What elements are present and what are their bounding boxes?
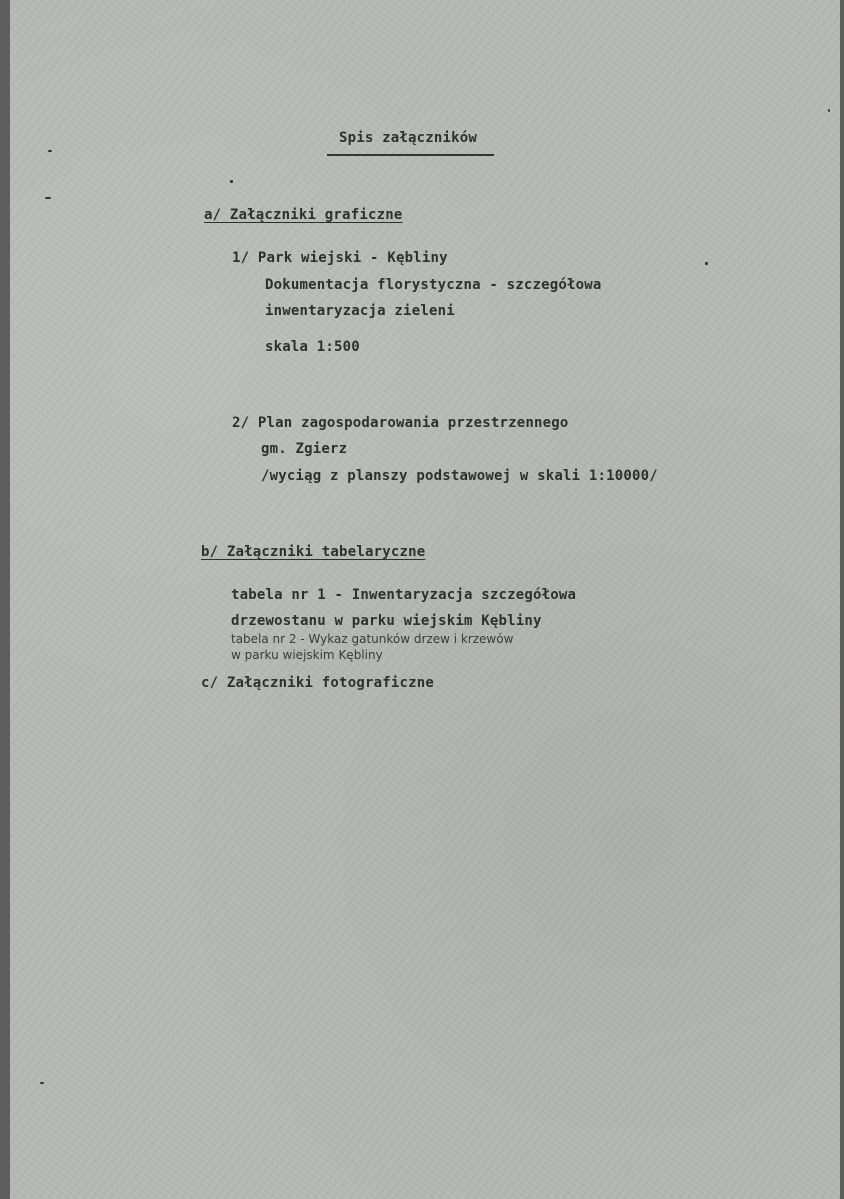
section-c-heading: c/ Załączniki fotograficzne xyxy=(201,675,434,691)
table-1-line-2: drzewostanu w parku wiejskim Kębliny xyxy=(231,613,542,629)
table-2-line-2: w parku wiejskim Kębliny xyxy=(231,648,383,662)
paper-speck xyxy=(828,109,830,112)
table-1-line-1: tabela nr 1 - Inwentaryzacja szczegółowa xyxy=(231,587,577,603)
item-2-municipality: gm. Zgierz xyxy=(261,441,348,457)
item-1-title: 1/ Park wiejski - Kębliny xyxy=(232,250,448,266)
title-underline xyxy=(327,154,494,156)
item-2-title: 2/ Plan zagospodarowania przestrzennego xyxy=(232,415,569,431)
item-1-description-line-2: inwentaryzacja zieleni xyxy=(265,303,455,319)
section-a-heading: a/ Załączniki graficzne xyxy=(204,207,403,223)
paper-speck xyxy=(48,150,52,152)
table-2-line-1: tabela nr 2 - Wykaz gatunków drzew i krzewów xyxy=(231,632,514,646)
document-title: Spis załączników xyxy=(339,130,478,146)
item-2-extract-note: /wyciąg z planszy podstawowej w skali 1:10000/ xyxy=(261,468,658,484)
paper-speck xyxy=(40,1082,44,1084)
paper-speck xyxy=(230,180,233,183)
item-1-scale: skala 1:500 xyxy=(265,339,360,355)
section-b-heading: b/ Załączniki tabelaryczne xyxy=(201,544,426,560)
paper-speck xyxy=(45,197,51,199)
item-1-description-line-1: Dokumentacja florystyczna - szczegółowa xyxy=(265,277,602,293)
paper-speck xyxy=(705,262,708,265)
